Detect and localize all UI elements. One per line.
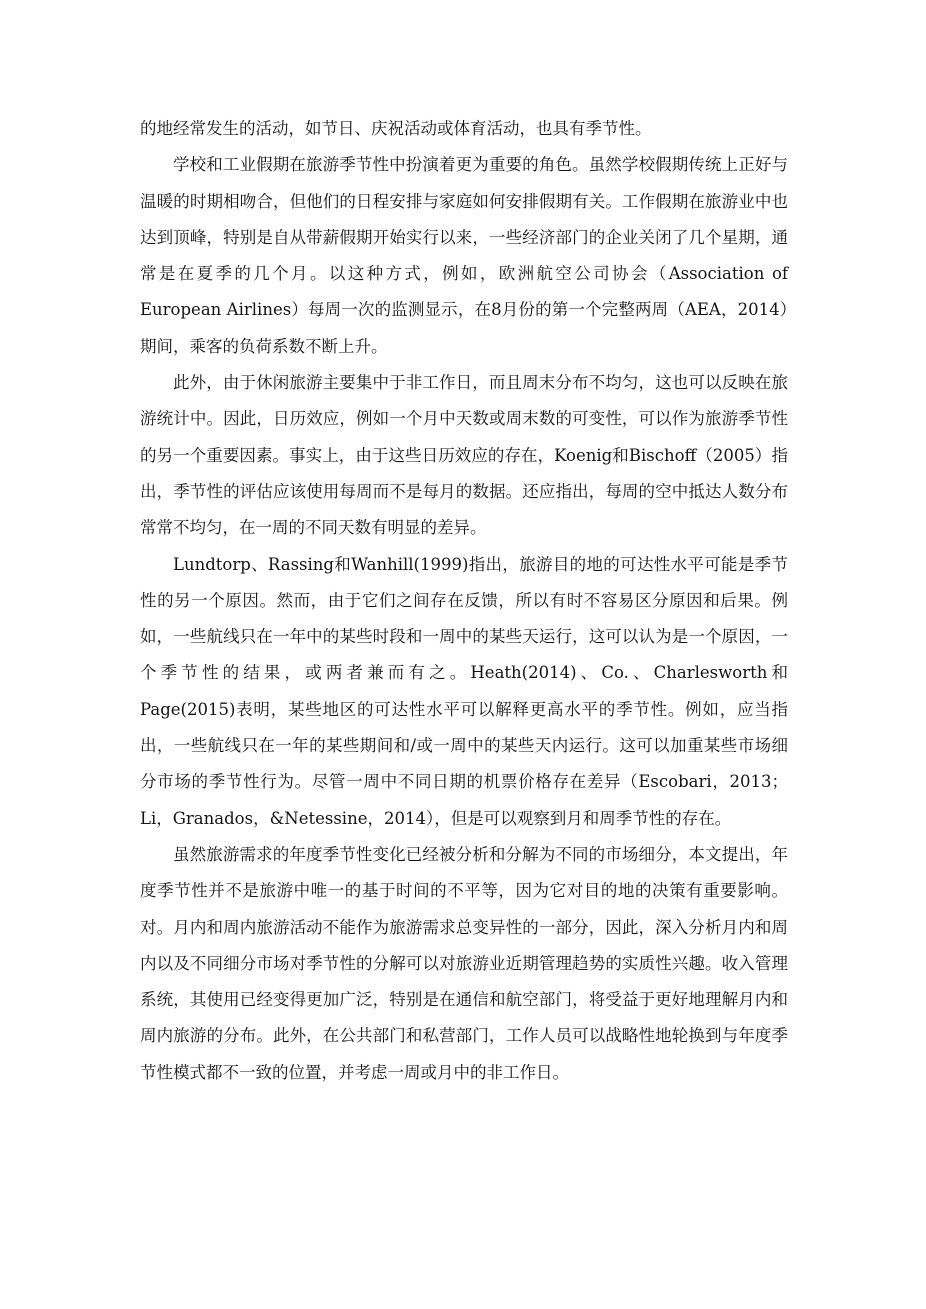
document-body [140,111,788,1091]
paragraph-accessibility: Lundtorp、Rassing和Wanhill(1999)指出，旅游目的地的可达性水平可能是季节性的另一个原因。然而，由于它们之间存在反馈，所以有时不容易区分原因和后果。例如，一些航线只在一年中的某些时段和一周中的某些天运行，这可以认为是一个原因，一个季节性的结果，或两者兼而有之。Heath(2014)、Co.、Charlesworth和Page(2015)表明，某些地区的可达性水平可以解释更高水平的季节性。例如，应当指出，一些航线只在一年的某些期间和/或一周中的某些天内运行。这可以加重某些市场细分市场的季节性行为。尽管一周中不同日期的机票价格存在差异（Escobari，2013；Li，Granados，&Netessine，2014），但是可以观察到月和周季节性的存在。 [140,554,788,828]
paragraph-conclusion: 虽然旅游需求的年度季节性变化已经被分析和分解为不同的市场细分，本文提出，年度季节性并不是旅游中唯一的基于时间的不平等，因为它对目的地的决策有重要影响。对。月内和周内旅游活动不能作为旅游需求总变异性的一部分，因此，深入分析月内和周内以及不同细分市场对季节性的分解可以对旅游业近期管理趋势的实质性兴趣。收入管理系统，其使用已经变得更加广泛，特别是在通信和航空部门，将受益于更好地理解月内和周内旅游的分布。此外，在公共部门和私营部门，工作人员可以战略性地轮换到与年度季节性模式都不一致的位置，并考虑一周或月中的非工作日。 [140,844,788,1082]
paragraph-holidays: 学校和工业假期在旅游季节性中扮演着更为重要的角色。虽然学校假期传统上正好与温暖的时期相吻合，但他们的日程安排与家庭如何安排假期有关。工作假期在旅游业中也达到顶峰，特别是自从带薪假期开始实行以来，一些经济部门的企业关闭了几个星期，通常是在夏季的几个月。以这种方式，例如，欧洲航空公司协会（Association of European Airlines）每周一次的监测显示，在8月份的第一个完整两周（AEA，2014）期间，乘客的负荷系数不断上升。 [140,155,788,356]
paragraph-calendar-effects: 此外，由于休闲旅游主要集中于非工作日，而且周末分布不均匀，这也可以反映在旅游统计中。因此，日历效应，例如一个月中天数或周末数的可变性，可以作为旅游季节性的另一个重要因素。事实上，由于这些日历效应的存在，Koenig和Bischoff（2005）指出，季节性的评估应该使用每周而不是每月的数据。还应指出，每周的空中抵达人数分布常常不均匀，在一周的不同天数有明显的差异。 [140,373,788,538]
paragraph-continuation: 的地经常发生的活动，如节日、庆祝活动或体育活动，也具有季节性。 [140,119,652,138]
